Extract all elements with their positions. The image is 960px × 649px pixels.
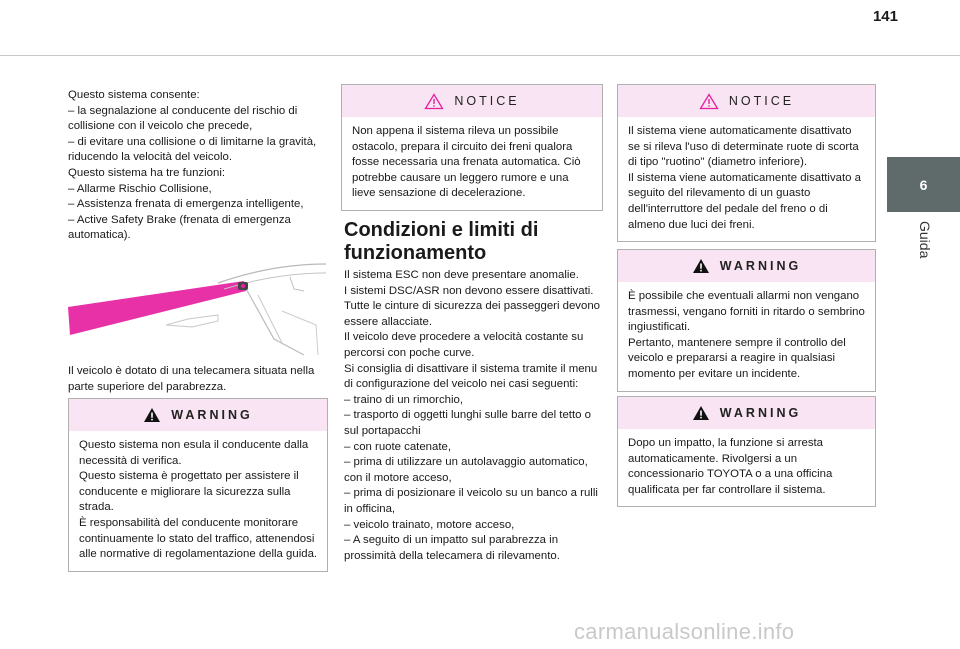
warning-box-1 xyxy=(68,398,328,572)
warning-text: È possibile che eventuali allarmi non vengano trasmessi, vengano forniti in ritardo o sembrino ingiustificati. Pertanto, mantenere sempre il controllo del veicolo e prepararsi a reagire in qualsiasi momento per evitare un incidente. xyxy=(628,290,865,380)
a-pillar-line xyxy=(244,285,304,355)
notice-title: NOTICE xyxy=(728,94,795,108)
warning-title: WARNING xyxy=(719,259,802,273)
chapter-tab[interactable] xyxy=(887,157,960,212)
notice-box-header xyxy=(342,85,602,117)
conditions-text: Il sistema ESC non deve presentare anomalie. I sistemi DSC/ASR non devono essere disattivati. Tutte le cinture di sicurezza dei passeggeri devono essere allacciate. Il veicolo deve procedere a velocità costante su percorsi con poche curve. Si consiglia di disattivare il sistema tramite il menu di configurazione del veicolo nei casi seguenti: – traino di un rimorchio, – trasporto di oggetti lunghi sulle barre del tetto o sul portapacchi – con ruote catenate, – prima di utilizzare un autolavaggio automatico, con il motore acceso, – prima di posizionare il veicolo su un banco a rulli in officina, – veicolo trainato, motore acceso, – A seguito di un impatto sul parabrezza in prossimità della telecamera di rilevamento. xyxy=(344,269,601,562)
notice-icon xyxy=(699,93,719,110)
chapter-number: 6 xyxy=(919,176,928,193)
page-number: 141 xyxy=(872,8,898,25)
notice-box-header xyxy=(618,85,875,117)
mirror-outline xyxy=(166,315,218,327)
notice-title: NOTICE xyxy=(454,94,520,108)
intro-paragraph: Questo sistema consente: – la segnalazione al conducente del rischio di collisione con il veicolo che precede, – di evitare una collisione o di limitarne la gravità, riducendo la velocità del veicolo. Questo sistema ha tre funzioni: – Allarme Rischio Collisione, – Assistenza frenata di emergenza intelligente, – Active Safety Brake (frenata di emergenza automatica). xyxy=(68,89,317,242)
warning-title: WARNING xyxy=(719,406,802,420)
notice-text: Non appena il sistema rileva un possibile ostacolo, prepara il circuito dei freni qualora fosse necessaria una frenata automatica. Ciò potrebbe causare un leggero rumore e una lieve sensazione di decelerazione. xyxy=(352,125,581,200)
notice-box-2 xyxy=(617,84,876,242)
warning-icon xyxy=(143,407,161,423)
section-heading: Condizioni e limiti di funzionamento xyxy=(344,219,539,264)
camera-detection-beam xyxy=(68,281,246,335)
warning-icon xyxy=(692,405,710,421)
warning-title: WARNING xyxy=(171,408,253,422)
column-2-body xyxy=(344,268,606,564)
warning-box-header xyxy=(618,250,875,282)
warning-text: Questo sistema non esula il conducente dalla necessità di verifica. Questo sistema è progettato per assistere il conducente e migliorare la sicurezza sulla strada. È responsabilità del conducente monitorare continuamente lo stato del traffico, attenendosi alle normative di regolamentazione della guida. xyxy=(79,439,318,561)
warning-text: Dopo un impatto, la funzione si arresta automaticamente. Rivolgersi a un concessionario TOYOTA o a una officina qualificata per far controllare il sistema. xyxy=(628,437,833,496)
camera-text: Il veicolo è dotato di una telecamera situata nella parte superiore del parabrezza. xyxy=(68,365,315,393)
windshield-camera-illustration xyxy=(68,255,326,357)
watermark: carmanualsonline.info xyxy=(574,619,795,644)
top-divider xyxy=(0,55,960,56)
notice-box-1 xyxy=(341,84,603,211)
warning-box-header xyxy=(69,399,327,431)
warning-icon xyxy=(692,258,710,274)
notice-icon xyxy=(424,93,444,110)
warning-box-2 xyxy=(617,249,876,392)
notice-text: Il sistema viene automaticamente disattivato se si rileva l'uso di determinate ruote di scorta di tipo "ruotino" (diametro inferiore). Il sistema viene automaticamente disattivato a seguito del rilevamento di un guasto dell'interruttore del pedale del freno o di almeno due luci dei freni. xyxy=(628,125,861,231)
column-1 xyxy=(68,88,330,244)
chapter-label-text: Guida xyxy=(917,221,933,259)
warning-box-3 xyxy=(617,396,876,507)
chapter-label xyxy=(887,221,960,271)
warning-box-header xyxy=(618,397,875,429)
camera-description xyxy=(68,364,330,395)
